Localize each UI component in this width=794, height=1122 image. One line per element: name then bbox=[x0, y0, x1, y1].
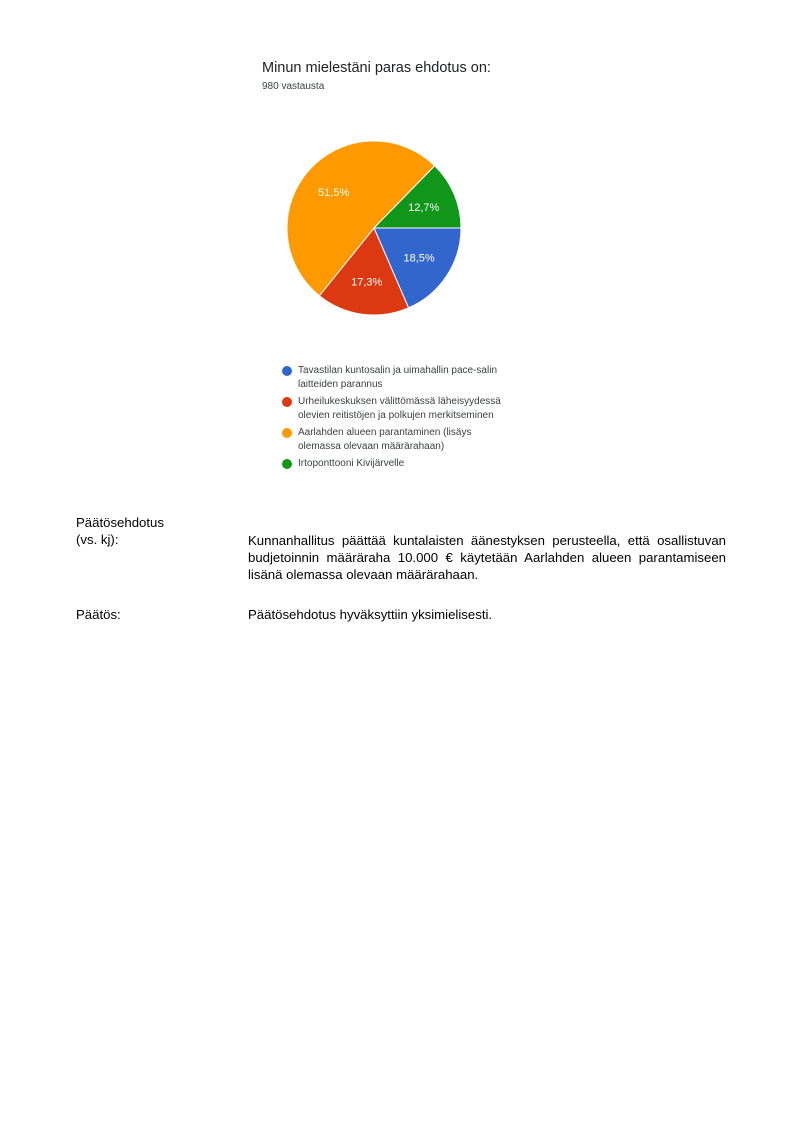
slice-label: 17,3% bbox=[351, 276, 383, 289]
legend-item bbox=[282, 364, 502, 392]
legend-marker-icon bbox=[282, 366, 292, 376]
legend-label: Aarlahden alueen parantaminen (lisäys olemassa olevaan määrärahaan) bbox=[298, 427, 472, 452]
chart-legend bbox=[282, 364, 502, 474]
legend-label: Urheilukeskuksen välittömässä läheisyydessä olevien reitistöjen ja polkujen merkitseminen bbox=[298, 396, 501, 421]
legend-marker-icon bbox=[282, 428, 292, 438]
slice-label: 12,7% bbox=[408, 202, 440, 215]
slice-label: 51,5% bbox=[318, 187, 350, 200]
proposal-label-line2: (vs. kj): bbox=[76, 532, 119, 547]
proposal-text: Kunnanhallitus päättää kuntalaisten äänestyksen perusteella, että osallistuvan budjetoinnin määräraha 10.000 € käytetään Aarlahden alueen parantamiseen lisänä olemassa olevaan määrärahaan. bbox=[248, 533, 726, 582]
legend-marker-icon bbox=[282, 397, 292, 407]
chart-title: Minun mielestäni paras ehdotus on: bbox=[262, 60, 491, 76]
legend-item bbox=[282, 426, 502, 454]
slice-label: 18,5% bbox=[403, 252, 435, 265]
legend-label: Tavastilan kuntosalin ja uimahallin pace-salin laitteiden parannus bbox=[298, 365, 497, 390]
decision-label: Päätös: bbox=[76, 607, 121, 622]
legend-item bbox=[282, 395, 502, 423]
legend-item bbox=[282, 457, 502, 471]
legend-label: Irtoponttooni Kivijärvelle bbox=[298, 458, 405, 469]
chart-subtitle: 980 vastausta bbox=[262, 81, 325, 92]
decision-text: Päätösehdotus hyväksyttiin yksimielisesti. bbox=[248, 607, 493, 622]
pie-chart bbox=[0, 0, 794, 340]
proposal-label-line1: Päätösehdotus bbox=[76, 515, 164, 530]
legend-marker-icon bbox=[282, 459, 292, 469]
